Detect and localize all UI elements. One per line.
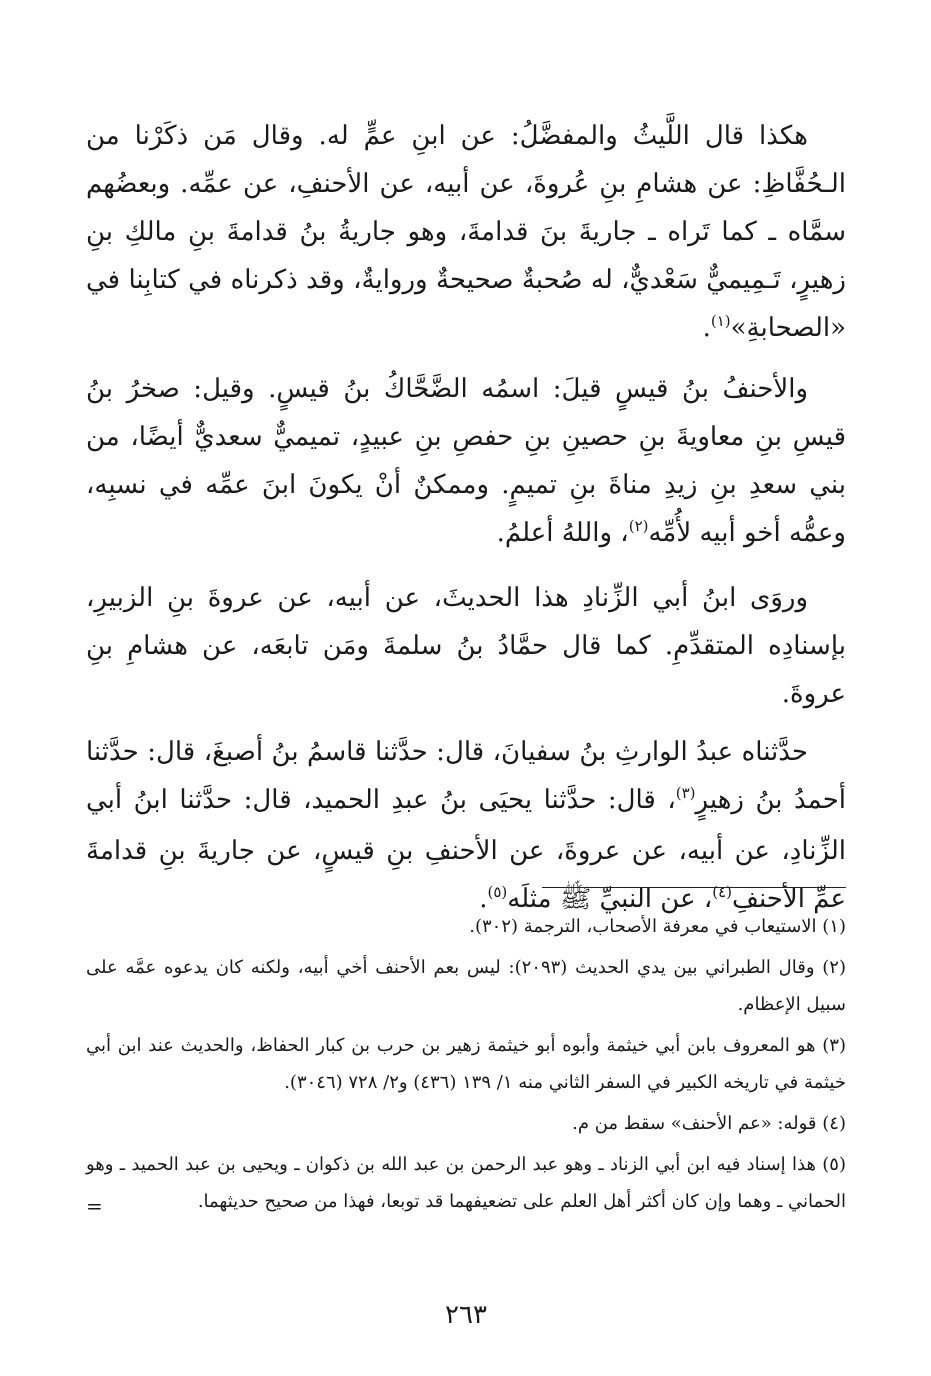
- footnote-ref-4[interactable]: (٤): [712, 883, 733, 901]
- footnote-continuation-mark: =: [86, 1194, 103, 1218]
- footnote-ref-1[interactable]: (١): [710, 312, 731, 330]
- paragraph-4-end: .: [479, 884, 488, 914]
- main-text-body: [86, 112, 846, 926]
- paragraph-2-text: والأحنفُ بنُ قيسٍ قيلَ: اسمُه الضَّحَّاكُ بنُ قيسٍ. وقيل: صخرُ بنُ قيسِ بنِ معاويةَ بنِ حصينِ بنِ حفصِ بنِ عبيدٍ، تميميٌّ سعديٌّ أيضًا، من بني سعدِ بنِ زيدِ مناةَ بنِ تميمٍ. وممكنٌ أنْ يكونَ ابنَ عمِّه في نسبِه، وعمُّه أخو أبيه لأُمِّه: [86, 374, 846, 548]
- footnote-2: (٢) وقال الطبراني بين يدي الحديث (٢٠٩٣): ليس بعم الأحنف أخي أبيه، ولكنه كان يدعوه عمَّه على سبيل الإعظام.: [86, 957, 846, 1015]
- footnote-3: (٣) هو المعروف بابن أبي خيثمة وأبوه أبو خيثمة زهير بن حرب بن كبار الحفاظ، والحديث عند ابن أبي خيثمة في تاريخه الكبير في السفر الثاني منه ١/ ١٣٩ (٤٣٦) و٢/ ٧٢٨ (٣٠٤٦).: [86, 1035, 846, 1093]
- footnotes-section: [86, 908, 846, 1216]
- footnote-ref-2[interactable]: (٢): [628, 517, 649, 535]
- paragraph-2-end: ، واللهُ أعلمُ.: [496, 518, 629, 548]
- paragraph-2: [86, 365, 846, 560]
- footnote-1: (١) الاستيعاب في معرفة الأصحاب، الترجمة (٣٠٢).: [469, 916, 846, 937]
- paragraph-4-text-a: حدَّثناه عبدُ الوارثِ بنُ سفيانَ، قال: حدَّثنا قاسمُ بنُ أصبغَ، قال: حدَّثنا أحمدُ بنُ زهيرٍ: [86, 737, 846, 815]
- paragraph-4-text-c: ، عن النبيِّ ﷺ مثلَه: [507, 884, 713, 914]
- footnote-5: (٥) هذا إسناد فيه ابن أبي الزناد ـ وهو عبد الرحمن بن عبد الله بن ذكوان ـ ويحيى بن عبد الحميد ـ وهو الحماني ـ وهما وإن كان أكثر أهل العلم على تضعيفهما قد توبعا، فهذا من صحيح حديثهما.: [86, 1154, 846, 1212]
- paragraph-3-text: وروَى ابنُ أبي الزِّنادِ هذا الحديثَ، عن أبيه، عن عروةَ بنِ الزبيرِ، بإسنادِه المتقدِّمِ. كما قال حمَّادُ بنُ سلمةَ ومَن تابعَه، عن هشامِ بنِ عروةَ.: [86, 583, 846, 709]
- footnote-4: (٤) قوله: «عم الأحنف» سقط من م.: [572, 1113, 846, 1134]
- paragraph-1-end: .: [702, 313, 711, 343]
- page-number: ٢٦٣: [445, 1300, 487, 1330]
- paragraph-4-text-b: ، قال: حدَّثنا يحيَى بنُ عبدِ الحميد، قال: حدَّثنا ابنُ أبي الزِّنادِ، عن أبيه، عن عروةَ، عن الأحنفِ بنِ قيسٍ، عن جاريةَ بنِ قدامةَ عمِّ الأحنفِ: [86, 785, 846, 914]
- footnote-ref-3[interactable]: (٣): [675, 784, 696, 802]
- paragraph-4: [86, 728, 846, 926]
- paragraph-1-text: هكذا قال اللَّيثُ والمفضَّلُ: عن ابنِ عمٍّ له. وقال مَن ذكَرْنا من الـحُفَّاظِ: عن هشامِ بنِ عُروةَ، عن أبيه، عن الأحنفِ، عن عمِّه. وبعضُهم سمَّاه ـ كما تَراه ـ جاريةَ بنَ قدامةَ، وهو جاريةُ بنُ قدامةَ بنِ مالكِ بنِ زهيرٍ، تَـمِيميٌّ سَعْديٌّ، له صُحبةٌ صحيحةٌ وروايةٌ، وقد ذكرناه في كتابِنا في «الصحابةِ»: [86, 121, 846, 343]
- paragraph-1: [86, 112, 846, 355]
- footnote-separator: [542, 887, 846, 888]
- book-page: [86, 0, 846, 1376]
- paragraph-3: [86, 574, 846, 718]
- footnote-ref-5[interactable]: (٥): [487, 883, 508, 901]
